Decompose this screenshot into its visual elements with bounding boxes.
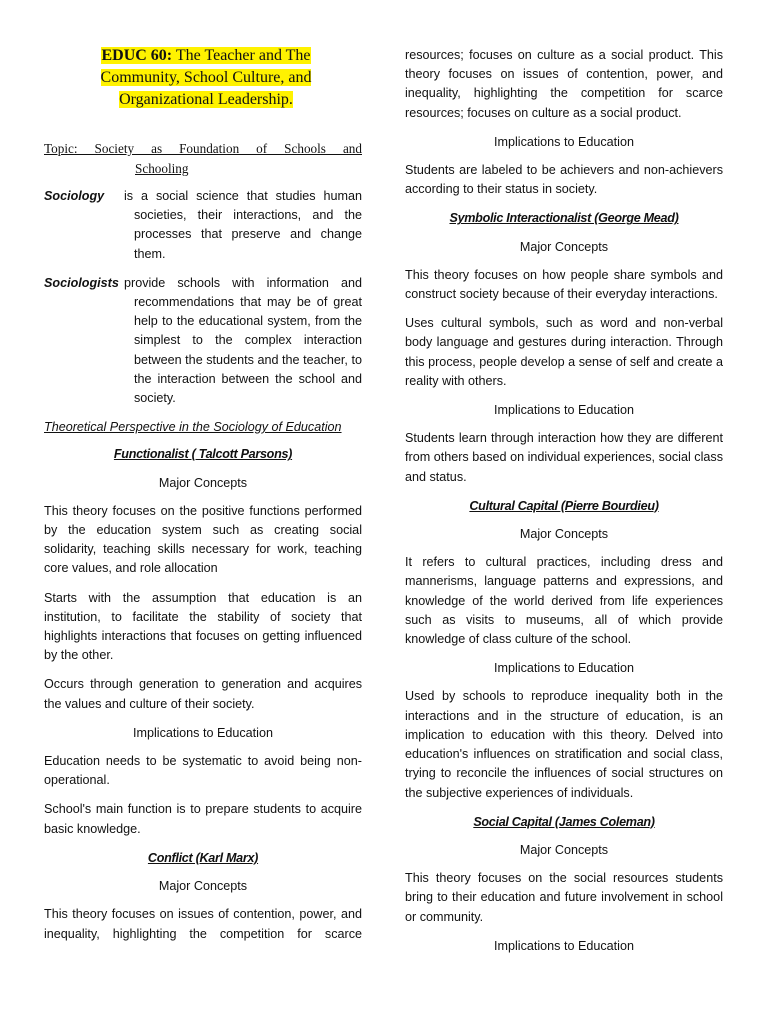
major-concepts-heading: Major Concepts (158, 475, 248, 490)
right-column (405, 46, 723, 965)
paragraph: resources; focuses on culture as a social product. This theory focuses on issues of contention, power, and inequality, highlighting the competition for scarce resources; focuses on culture as a social product. (405, 48, 723, 120)
definition-sociology (44, 187, 362, 206)
implications-heading: Implications to Education (493, 403, 634, 418)
title-line-2: Community, School Culture, and (100, 69, 312, 86)
definition-sociology-rest (44, 206, 362, 264)
major-concepts-heading: Major Concepts (158, 879, 248, 894)
definition-term: Sociology (44, 189, 105, 203)
definition-sociologists-rest (44, 293, 362, 408)
paragraph: School's main function is to prepare students to acquire basic knowledge. (44, 802, 362, 836)
paragraph: Used by schools to reproduce inequality both in the interactions and in the structure of education, is an implication to education with this theory. Delved into education's influences on stratification and social class, trying to reconcile the influences of social structures on the subjective experiences of individuals. (405, 689, 723, 800)
paragraph: Occurs through generation to generation and acquires the values and culture of their society. (44, 677, 362, 711)
definition-sociologists (44, 274, 362, 293)
definition-body: societies, their interactions, and the processes that preserve and change them. (134, 208, 362, 261)
perspective-heading: Theoretical Perspective in the Sociology of Education (44, 420, 342, 435)
title-line-1-text: The Teacher and The (175, 47, 311, 64)
document-title (44, 45, 362, 111)
implications-heading: Implications to Education (493, 661, 634, 676)
paragraph: This theory focuses on how people share symbols and construct society because of their everyday interactions. (405, 267, 723, 302)
topic-line-2: Schooling (135, 161, 189, 176)
title-line-1 (101, 47, 310, 64)
cultural-capital-heading: Cultural Capital (Pierre Bourdieu) (469, 498, 659, 513)
major-concepts-heading: Major Concepts (519, 527, 609, 542)
paragraph: Starts with the assumption that education is an institution, to facilitate the stability of society that highlights interactions that focuses on getting influenced by the other. (44, 590, 362, 663)
conflict-heading: Conflict (Karl Marx) (147, 850, 259, 865)
paragraph: Uses cultural symbols, such as word and non-verbal body language and gestures during interaction. Through this process, people develop a sense of self and create a reality with others. (405, 316, 723, 388)
social-capital-heading: Social Capital (James Coleman) (473, 814, 655, 829)
implications-heading: Implications to Education (493, 938, 634, 953)
implications-heading: Implications to Education (493, 134, 634, 149)
course-code: EDUC 60: (101, 47, 173, 64)
functionalist-heading: Functionalist ( Talcott Parsons) (113, 447, 293, 462)
paragraph: This theory focuses on the social resources students bring to their education and future involvement in school or community. (405, 871, 723, 924)
definition-first-line: is a social science that studies human (124, 189, 362, 203)
topic-line-1: Topic: Society as Foundation of Schools and (44, 141, 362, 156)
major-concepts-heading: Major Concepts (519, 239, 609, 254)
symbolic-interactionalist-heading: Symbolic Interactionalist (George Mead) (449, 211, 679, 226)
definition-body: recommendations that may be of great help to the educational system, from the simplest to the complex interaction between the students and the teacher, to the interaction between the school and society. (134, 295, 362, 406)
definition-term: Sociologists (44, 275, 119, 290)
major-concepts-heading: Major Concepts (519, 842, 609, 857)
title-line-3: Organizational Leadership. (119, 91, 293, 108)
topic-heading (44, 139, 362, 159)
paragraph: This theory focuses on issues of contention, power, and inequality, highlighting the competition for scarce (44, 907, 362, 941)
paragraph: Students are labeled to be achievers and non-achievers according to their status in society. (405, 163, 723, 197)
definition-first-line: provide schools with information and (124, 275, 362, 290)
implications-heading: Implications to Education (132, 725, 273, 740)
left-column (44, 45, 362, 954)
paragraph: It refers to cultural practices, including dress and mannerisms, language patterns and expressions, and knowledge of the world derived from life experiences such as visits to museums, all of which provide knowledge of class culture of the school. (405, 555, 723, 647)
paragraph: Education needs to be systematic to avoid being non-operational. (44, 754, 362, 788)
paragraph: This theory focuses on the positive functions performed by the education system such as creating social solidarity, teaching skills necessary for work, teaching core values, and role allocation (44, 503, 362, 576)
paragraph: Students learn through interaction how they are different from others based on individual experiences, social class and status. (405, 431, 723, 484)
